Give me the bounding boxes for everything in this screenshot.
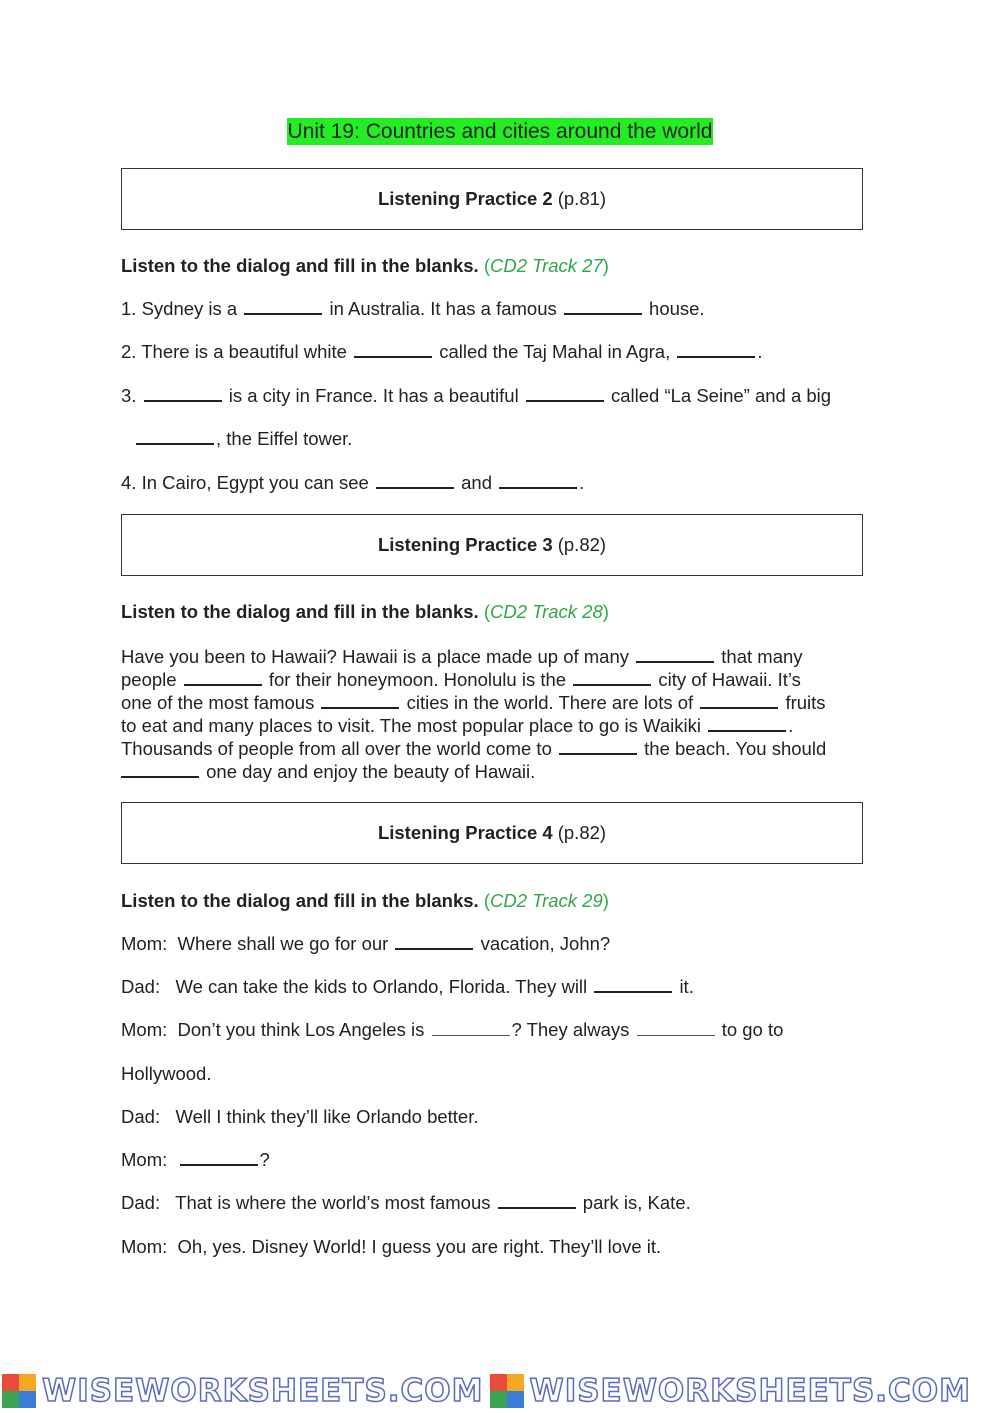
section-header-practice-3 bbox=[121, 514, 863, 576]
text: city of Hawaii. It’s bbox=[658, 669, 801, 690]
speaker: Mom: bbox=[121, 1236, 168, 1257]
footer-watermark bbox=[0, 1372, 1000, 1410]
speaker: Dad: bbox=[121, 1106, 161, 1127]
speaker: Mom: bbox=[121, 1149, 168, 1170]
text: That is where the world’s most famous bbox=[175, 1192, 491, 1213]
answer-blank[interactable] bbox=[136, 442, 214, 445]
answer-blank[interactable] bbox=[708, 729, 786, 732]
text: for their honeymoon. Honolulu is the bbox=[268, 669, 567, 690]
answer-blank[interactable] bbox=[559, 752, 637, 755]
text: called “La Seine” and a big bbox=[610, 385, 832, 406]
answer-blank[interactable] bbox=[636, 660, 714, 663]
question-2 bbox=[121, 341, 763, 363]
section-header-practice-4 bbox=[121, 802, 863, 864]
text: vacation, John? bbox=[480, 933, 611, 954]
text: one of the most famous bbox=[121, 692, 315, 713]
section-page: (p.82) bbox=[557, 534, 607, 555]
text: cities in the world. There are lots of bbox=[406, 692, 694, 713]
wise-logo-icon bbox=[2, 1374, 36, 1408]
text: 4. In Cairo, Egypt you can see bbox=[121, 472, 369, 493]
answer-blank[interactable] bbox=[700, 706, 778, 709]
track-label: CD2 Track 28 bbox=[490, 601, 603, 622]
dialog-line-2 bbox=[121, 976, 694, 998]
text: 1. Sydney is a bbox=[121, 298, 238, 319]
text: 2. There is a beautiful white bbox=[121, 341, 347, 362]
dialog-line-3 bbox=[121, 1019, 783, 1041]
text: in Australia. It has a famous bbox=[329, 298, 557, 319]
answer-blank[interactable] bbox=[498, 1206, 576, 1209]
text: called the Taj Mahal in Agra, bbox=[439, 341, 671, 362]
speaker: Dad: bbox=[121, 1192, 161, 1213]
answer-blank[interactable] bbox=[321, 706, 399, 709]
instruction-text: Listen to the dialog and fill in the blanks. bbox=[121, 255, 479, 276]
paragraph-line bbox=[121, 668, 881, 691]
instruction-text: Listen to the dialog and fill in the blanks. bbox=[121, 601, 479, 622]
text: . bbox=[757, 341, 763, 362]
dialog-line-6 bbox=[121, 1192, 691, 1214]
section-page: (p.82) bbox=[557, 822, 607, 843]
track-label: CD2 Track 27 bbox=[490, 255, 603, 276]
track-label: CD2 Track 29 bbox=[490, 890, 603, 911]
text: the beach. You should bbox=[644, 738, 827, 759]
text: is a city in France. It has a beautiful bbox=[228, 385, 519, 406]
dialog-line-5 bbox=[121, 1149, 270, 1171]
section-heading: Listening Practice 2 bbox=[377, 188, 553, 209]
dialog-line-7 bbox=[121, 1236, 661, 1258]
speaker: Dad: bbox=[121, 976, 161, 997]
hawaii-paragraph bbox=[121, 645, 881, 783]
text: one day and enjoy the beauty of Hawaii. bbox=[206, 761, 536, 782]
text: . bbox=[788, 715, 794, 736]
paragraph-line bbox=[121, 691, 881, 714]
text: Thousands of people from all over the world come to bbox=[121, 738, 552, 759]
instruction-practice-4: Listen to the dialog and fill in the blanks. (CD2 Track 29) bbox=[121, 890, 609, 911]
section-heading: Listening Practice 3 bbox=[377, 534, 553, 555]
text: Don’t you think Los Angeles is bbox=[177, 1019, 425, 1040]
paragraph-line bbox=[121, 760, 881, 783]
speaker: Mom: bbox=[121, 1019, 168, 1040]
text: that many bbox=[721, 646, 803, 667]
answer-blank[interactable] bbox=[564, 312, 642, 315]
paragraph-line bbox=[121, 645, 881, 668]
text: Well I think they’ll like Orlando better. bbox=[175, 1106, 479, 1127]
speaker: Mom: bbox=[121, 933, 168, 954]
text: and bbox=[461, 472, 492, 493]
dialog-line-1 bbox=[121, 933, 610, 955]
text: ? bbox=[259, 1149, 270, 1170]
text: . bbox=[579, 472, 585, 493]
question-3-cont bbox=[134, 428, 352, 450]
answer-blank[interactable] bbox=[354, 355, 432, 358]
text: fruits bbox=[785, 692, 826, 713]
text: people bbox=[121, 669, 177, 690]
watermark-text: WISEWORKSHEETS.COM bbox=[529, 1373, 971, 1409]
text: to go to bbox=[721, 1019, 784, 1040]
answer-blank[interactable] bbox=[677, 355, 755, 358]
page-title-text: Unit 19: Countries and cities around the world bbox=[287, 120, 713, 143]
text: ? They always bbox=[511, 1019, 630, 1040]
answer-blank[interactable] bbox=[184, 683, 262, 686]
text: Oh, yes. Disney World! I guess you are right. They’ll love it. bbox=[177, 1236, 662, 1257]
question-1 bbox=[121, 298, 705, 320]
answer-blank[interactable] bbox=[526, 399, 604, 402]
question-3 bbox=[121, 385, 831, 407]
watermark-text: WISEWORKSHEETS.COM bbox=[42, 1373, 484, 1409]
dialog-line-3-cont bbox=[121, 1063, 212, 1085]
answer-blank[interactable] bbox=[594, 990, 672, 993]
answer-blank[interactable] bbox=[573, 683, 651, 686]
answer-blank[interactable] bbox=[499, 486, 577, 489]
text: it. bbox=[679, 976, 694, 997]
paragraph-line bbox=[121, 714, 881, 737]
answer-blank[interactable] bbox=[376, 486, 454, 489]
text: park is, Kate. bbox=[582, 1192, 691, 1213]
text: , the Eiffel tower. bbox=[216, 428, 353, 449]
text: We can take the kids to Orlando, Florida. They will bbox=[175, 976, 588, 997]
instruction-practice-2: Listen to the dialog and fill in the blanks. (CD2 Track 27) bbox=[121, 255, 609, 276]
answer-blank[interactable] bbox=[121, 775, 199, 778]
answer-blank[interactable] bbox=[395, 947, 473, 950]
wise-logo-icon bbox=[490, 1374, 524, 1408]
section-header-practice-2 bbox=[121, 168, 863, 230]
answer-blank[interactable] bbox=[637, 1034, 715, 1036]
paragraph-line bbox=[121, 737, 881, 760]
text: Have you been to Hawaii? Hawaii is a place made up of many bbox=[121, 646, 630, 667]
text: Hollywood. bbox=[121, 1063, 212, 1084]
section-page: (p.81) bbox=[557, 188, 607, 209]
text: Where shall we go for our bbox=[177, 933, 389, 954]
instruction-practice-3: Listen to the dialog and fill in the blanks. (CD2 Track 28) bbox=[121, 601, 609, 622]
dialog-line-4 bbox=[121, 1106, 479, 1128]
page-title bbox=[0, 120, 1000, 144]
text: house. bbox=[649, 298, 705, 319]
answer-blank[interactable] bbox=[244, 312, 322, 315]
section-heading: Listening Practice 4 bbox=[377, 822, 553, 843]
text: 3. bbox=[121, 385, 137, 406]
answer-blank[interactable] bbox=[432, 1034, 510, 1036]
answer-blank[interactable] bbox=[180, 1163, 258, 1166]
text: to eat and many places to visit. The most popular place to go is Waikiki bbox=[121, 715, 701, 736]
question-4 bbox=[121, 472, 584, 494]
answer-blank[interactable] bbox=[144, 399, 222, 402]
instruction-text: Listen to the dialog and fill in the blanks. bbox=[121, 890, 479, 911]
